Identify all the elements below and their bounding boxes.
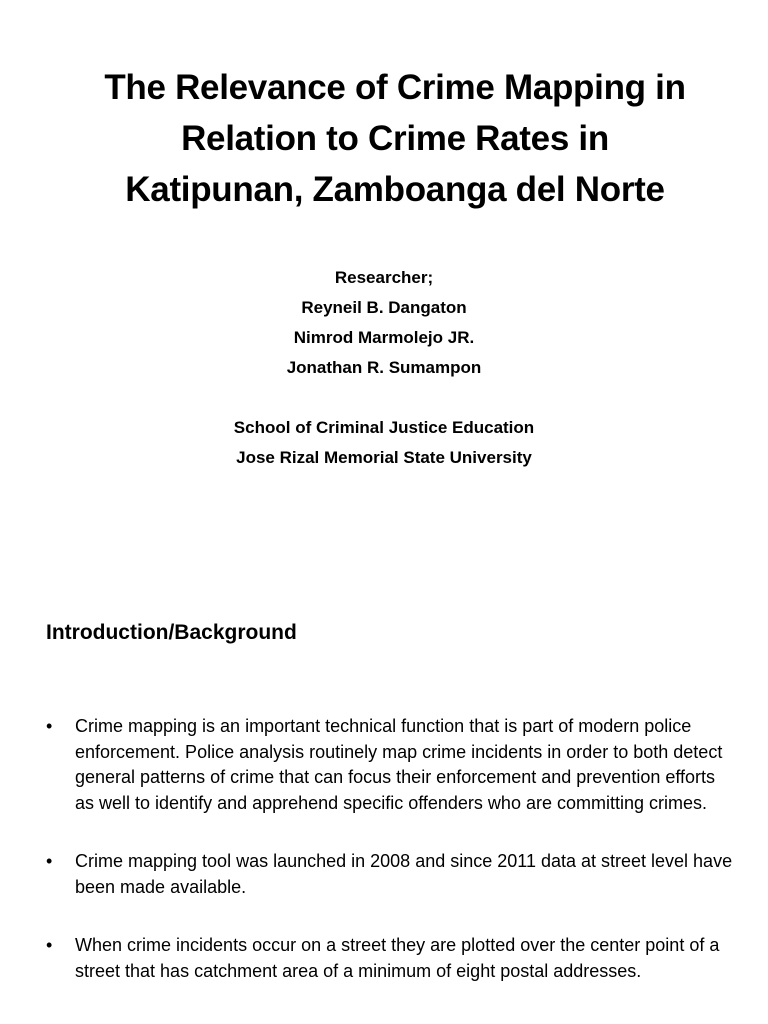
university-name: Jose Rizal Memorial State University (236, 448, 532, 467)
school-name: School of Criminal Justice Education (233, 418, 535, 437)
list-item-text: Crime mapping tool was launched in 2008 and since 2011 data at street level have been made available. (75, 851, 733, 897)
list-item-text: Crime mapping is an important technical function that is part of modern police enforcement. Police analysis routinely map crime incidents in order to both detect general patterns of crime that can focus their enforcement and prevention efforts as well to identify and apprehend specific offenders who are committing crimes. (75, 716, 723, 813)
bullet-list (46, 714, 736, 1017)
bullet-icon: • (46, 716, 53, 736)
author-name: Jonathan R. Sumampon (286, 358, 482, 377)
author-block (0, 263, 768, 473)
list-item-text: When crime incidents occur on a street they are plotted over the center point of a street that has catchment area of a minimum of eight postal addresses. (75, 935, 720, 981)
author-name: Reyneil B. Dangaton (301, 298, 467, 317)
title-line: The Relevance of Crime Mapping in (104, 68, 686, 107)
bullet-icon: • (46, 935, 53, 955)
bullet-icon: • (46, 851, 53, 871)
researcher-label: Researcher; (334, 268, 434, 287)
list-item (46, 933, 736, 984)
title-line: Katipunan, Zamboanga del Norte (125, 170, 665, 209)
list-item (46, 714, 736, 816)
section-heading: Introduction/Background (46, 621, 297, 644)
list-item (46, 849, 736, 900)
spacer (0, 383, 768, 413)
document-title (40, 62, 750, 215)
author-name: Nimrod Marmolejo JR. (293, 328, 475, 347)
title-line: Relation to Crime Rates in (181, 119, 609, 158)
